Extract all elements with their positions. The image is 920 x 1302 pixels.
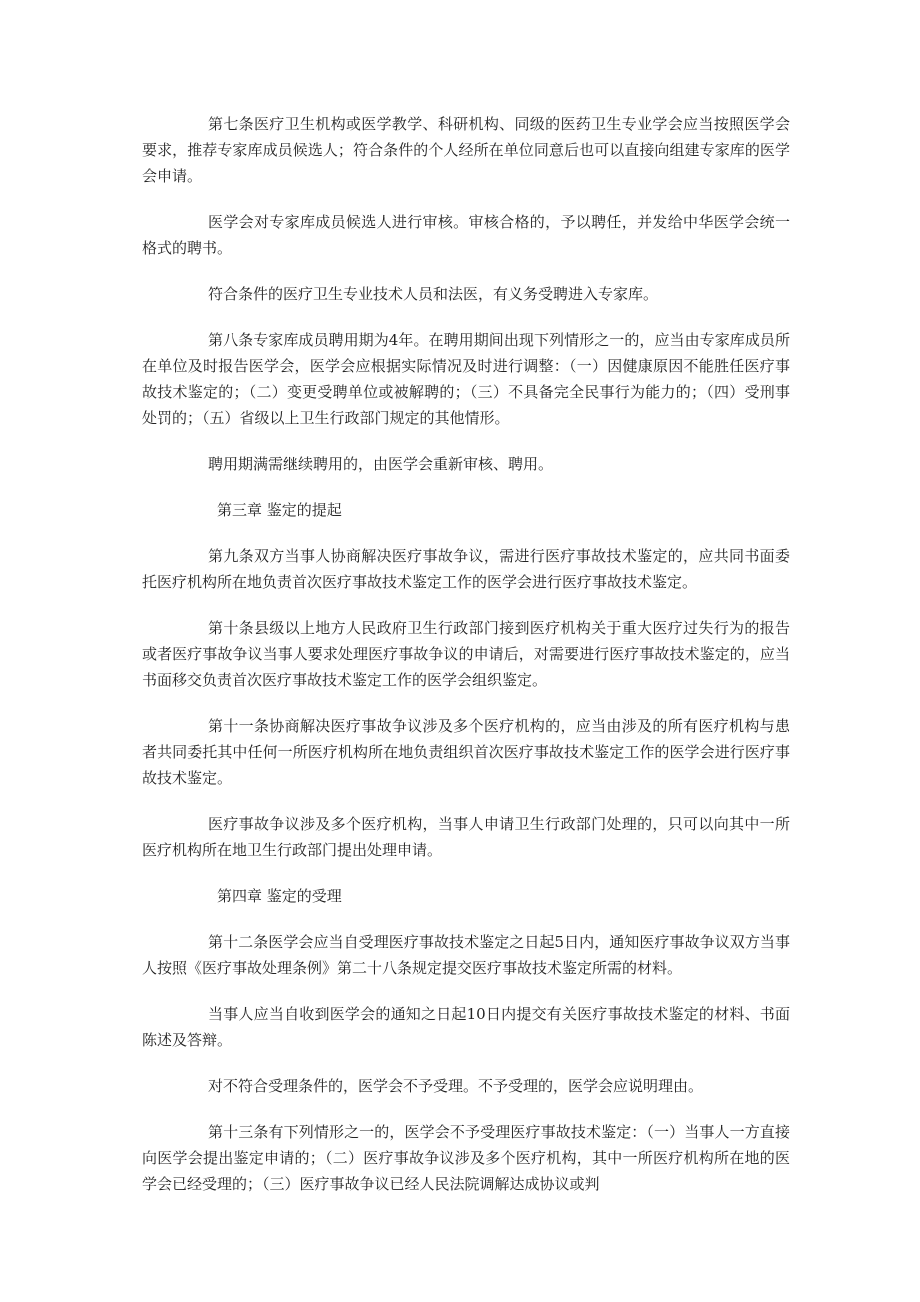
renewal-paragraph: 聘用期满需继续聘用的，由医学会重新审核、聘用。 bbox=[208, 455, 554, 473]
article-7-paragraph: 第七条医疗卫生机构或医学教学、科研机构、同级的医药卫生专业学会应当按照医学会要求，推荐专家库成员候选人；符合条件的个人经所在单位同意后也可以直接向组建专家库的医学会申请。 bbox=[142, 115, 790, 185]
document-body bbox=[142, 111, 790, 1217]
chapter-3-heading: 第三章 鉴定的提起 bbox=[217, 501, 342, 519]
article-9-paragraph: 第九条双方当事人协商解决医疗事故争议，需进行医疗事故技术鉴定的，应共同书面委托医疗机构所在地负责首次医疗事故技术鉴定工作的医学会进行医疗事故技术鉴定。 bbox=[142, 547, 790, 591]
submission-paragraph: 当事人应当自收到医学会的通知之日起10日内提交有关医疗事故技术鉴定的材料、书面陈述及答辩。 bbox=[142, 1005, 790, 1049]
obligation-paragraph: 符合条件的医疗卫生专业技术人员和法医，有义务受聘进入专家库。 bbox=[208, 285, 659, 303]
multi-institution-paragraph: 医疗事故争议涉及多个医疗机构，当事人申请卫生行政部门处理的，只可以向其中一所医疗机构所在地卫生行政部门提出处理申请。 bbox=[142, 815, 790, 859]
article-13-paragraph: 第十三条有下列情形之一的，医学会不予受理医疗事故技术鉴定：（一）当事人一方直接向医学会提出鉴定申请的；（二）医疗事故争议涉及多个医疗机构，其中一所医疗机构所在地的医学会已经受理的；（三）医疗事故争议已经人民法院调解达成协议或判 bbox=[142, 1123, 790, 1193]
review-paragraph: 医学会对专家库成员候选人进行审核。审核合格的，予以聘任，并发给中华医学会统一格式的聘书。 bbox=[142, 213, 790, 257]
article-11-paragraph: 第十一条协商解决医疗事故争议涉及多个医疗机构的，应当由涉及的所有医疗机构与患者共同委托其中任何一所医疗机构所在地负责组织首次医疗事故技术鉴定工作的医学会进行医疗事故技术鉴定。 bbox=[142, 717, 790, 787]
chapter-4-heading: 第四章 鉴定的受理 bbox=[217, 887, 342, 905]
rejection-paragraph: 对不符合受理条件的，医学会不予受理。不予受理的，医学会应说明理由。 bbox=[208, 1077, 704, 1095]
article-10-paragraph: 第十条县级以上地方人民政府卫生行政部门接到医疗机构关于重大医疗过失行为的报告或者医疗事故争议当事人要求处理医疗事故争议的申请后，对需要进行医疗事故技术鉴定的，应当书面移交负责首次医疗事故技术鉴定工作的医学会组织鉴定。 bbox=[142, 619, 790, 689]
article-8-paragraph: 第八条专家库成员聘用期为4年。在聘用期间出现下列情形之一的，应当由专家库成员所在单位及时报告医学会，医学会应根据实际情况及时进行调整：（一）因健康原因不能胜任医疗事故技术鉴定的；（二）变更受聘单位或被解聘的；（三）不具备完全民事行为能力的；（四）受刑事处罚的；（五）省级以上卫生行政部门规定的其他情形。 bbox=[142, 331, 790, 427]
article-12-paragraph: 第十二条医学会应当自受理医疗事故技术鉴定之日起5日内，通知医疗事故争议双方当事人按照《医疗事故处理条例》第二十八条规定提交医疗事故技术鉴定所需的材料。 bbox=[142, 933, 790, 977]
